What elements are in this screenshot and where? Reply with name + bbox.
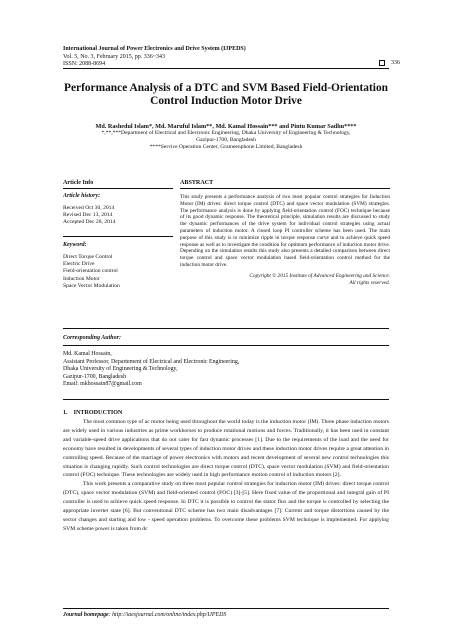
corresponding-line: Gazipur-1700, Bangladesh xyxy=(63,373,127,380)
keyword-item: Induction Motor xyxy=(63,275,100,282)
journal-header xyxy=(63,46,246,69)
homepage-label: Journal homepage xyxy=(63,612,109,618)
affiliation-line: ****Service Operation Center, Grameenphone Limited, Bangladesh xyxy=(149,144,303,150)
abstract-heading: ABSTRACT xyxy=(180,180,214,186)
keyword-item: Electric Drive xyxy=(63,261,95,268)
history-heading: Article history: xyxy=(63,193,101,199)
square-bullet-icon xyxy=(379,60,385,66)
keyword-item: Space Vector Modulation xyxy=(63,282,120,289)
history-received: Received Oct 30, 2014 xyxy=(63,205,115,211)
footer-rule xyxy=(63,608,389,609)
issn: ISSN: 2088-8694 xyxy=(63,61,106,67)
keywords-heading: Keyword: xyxy=(63,242,87,248)
info-rule-mid xyxy=(63,236,173,237)
abstract-text: This study presents a performance analysis of two most popular control strategies for Induction Motor (IM) drives: direct torque control (DTC) and space vector modulation (SVM) strategies. The performance analysis is done by applying field-orientation control (FOC) technique because of its good dynamic response. The theoretical principle, simulation results are discussed to study the dynamic performances of the drive system for individual control strategies using actual parameters of induction motor. A closed loop PI controller scheme has been used. The main purpose of this study is to minimize ripple in torque response curve and to achieve quick speed response as well as to investigate the condition for optimum performance of induction motor drive. Depending on the simulation results this study also presents a detailed comparison between direct torque control and space vector modulation based field-orientation control method for the induction motor drive. xyxy=(180,194,390,268)
corresponding-email: Email: mkhossain87@gmail.com xyxy=(63,381,142,388)
keywords-block xyxy=(63,242,173,290)
paper-title: Performance Analysis of a DTC and SVM Based Field-Orientation Control Induction Motor Drive xyxy=(64,82,388,107)
journal-homepage: Journal homepage: http://iaesjournal.com/online/index.php/IJPEDS xyxy=(63,612,227,618)
article-history xyxy=(63,193,173,227)
page-number-block xyxy=(379,60,400,66)
keyword-item: Direct Torque Control xyxy=(63,254,113,260)
corresponding-line: Md. Kamal Hossain, xyxy=(63,351,112,358)
article-info-heading: Article Info xyxy=(63,180,94,186)
corresponding-rule xyxy=(63,345,389,346)
intro-paragraph-2: This work presents a comparative study on three most popular control strategies for induction motor (IM) drives: direct torque control (DTC), space vector modulation (SVM) and field-oriented control (FOC) [3]-[5]. Here fixed value of the proportional and integral gain of PI controller is used to achieve quick speed response. In DTC it is possible to control the stator flux and the torque is controlled by selecting the appropriate inverter state [6]. But conventional DTC scheme has two main disadvantages [7]: Current and torque distortions caused by the sector changes and starting and low - speed operation problems. To overcome these problems SVM technique is implemented. For applying SVM scheme power is taken from dc xyxy=(63,481,389,532)
corresponding-line: Assistant Professor, Departement of Electrical and Electronic Engineering, xyxy=(63,358,240,365)
journal-name: International Journal of Power Electronics and Drive System (IJPEDS) xyxy=(63,46,246,52)
corresponding-rule-bottom xyxy=(63,399,389,400)
homepage-link[interactable]: http://iaesjournal.com/online/index.php/IJPEDS xyxy=(112,612,227,618)
author-list: Md. Rashedul Islam*, Md. Maruful Islam**, Md. Kamal Hossain*** and Pintu Kumar Sadhu**** xyxy=(95,123,357,130)
introduction-body xyxy=(63,418,389,534)
info-rule-top xyxy=(63,188,173,189)
rights-line: All rights reserved. xyxy=(349,279,390,286)
volume-info: Vol. 5, No. 3, February 2015, pp. 336~343 xyxy=(63,53,165,60)
corresponding-line: Dhaka University of Engineering & Technology, xyxy=(63,366,178,373)
header-rule xyxy=(63,68,389,69)
introduction-heading: 1. INTRODUCTION xyxy=(63,410,123,416)
history-accepted: Accepted Dec 28, 2014 xyxy=(63,219,116,226)
copyright-line: Copyright © 2015 Institute of Advanced Engineering and Science. xyxy=(249,272,390,279)
intro-paragraph-1: The most common type of ac motor being used throughout the world today is the induction motor (IM). Three phase induction motors are widely used in various industries as prime workhorses to produce rotational motions and forces. Traditionally, it has been used in constant and variable-speed drive applications that do not cater for fast dynamic processes [1]. Due to the requirements of the load and the need for economy have resulted in developments of several types of induction motor drives and these induction motor drives require a great attention in controlling speed. Because of the marriage of power electronics with motors and recent development of several new control technologies this situation is changing rapidly. Such control technologies are direct torque control (DTC), space vector modulation (SVM) and field-orientation control (FOC) technique. These technologies are widely used in high performance motion control of induction motors [2]. xyxy=(63,419,389,479)
page-number: 336 xyxy=(391,60,400,66)
affiliation-line: *,**,***Department of Electrical and Electronic Engineering, Dhaka University of Engineering & Technology, xyxy=(101,130,351,136)
keyword-item: Field-orientation control xyxy=(63,268,118,275)
section-divider xyxy=(63,328,389,329)
affiliation-line: Gazipur-1700, Bangladesh xyxy=(196,137,256,143)
abstract-body xyxy=(180,194,390,286)
abstract-rule-top xyxy=(180,188,390,189)
corresponding-heading: Corresponding Author: xyxy=(63,335,121,341)
affiliations xyxy=(63,130,389,151)
corresponding-author xyxy=(63,335,389,388)
history-revised: Revised Dec 13, 2014 xyxy=(63,212,113,219)
